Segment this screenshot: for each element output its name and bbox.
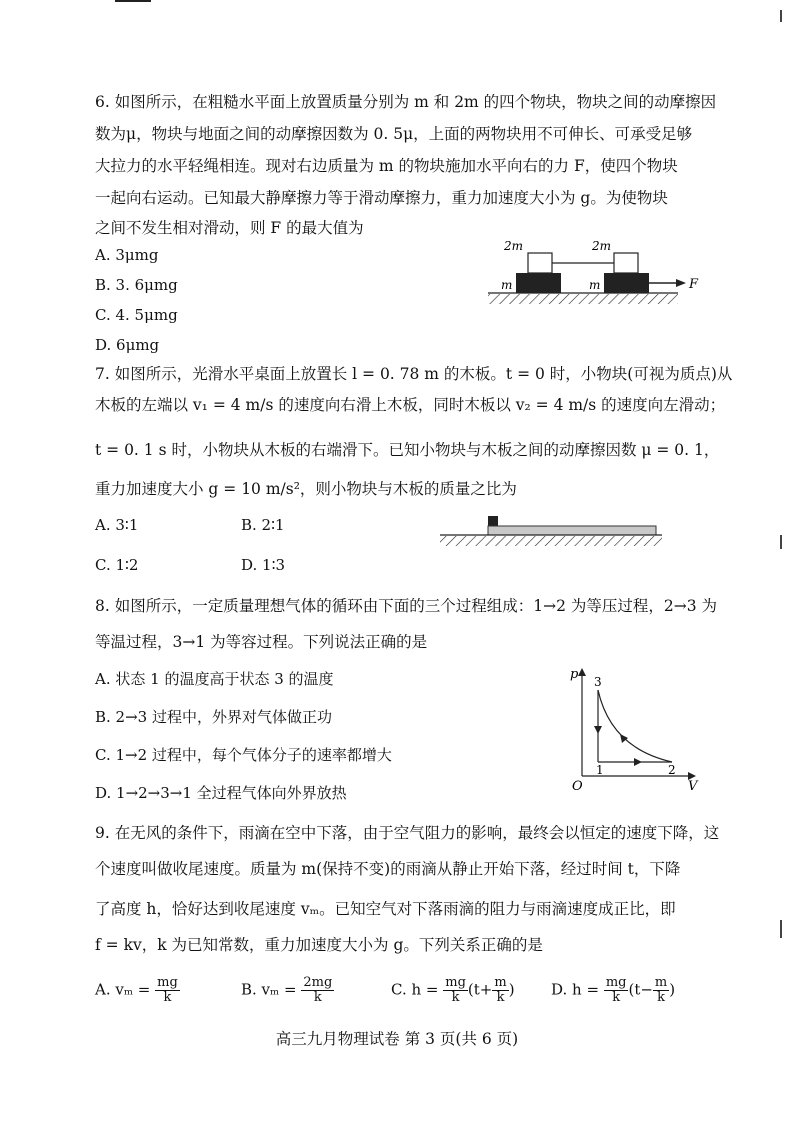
ground-hatch xyxy=(488,294,678,304)
fraction: $\frac{mg}{k}$ xyxy=(157,975,178,1005)
option-b: B. 2→3 过程中，外界对气体做正功 xyxy=(95,708,332,726)
option-a: A. 3∶1 xyxy=(95,516,139,534)
question-text-line: 9. 在无风的条件下，雨滴在空中下落，由于空气阻力的影响，最终会以恒定的速度下降，这 xyxy=(95,824,720,842)
question-text-line: 8. 如图所示，一定质量理想气体的循环由下面的三个过程组成：1→2 为等压过程，2→3 为 xyxy=(95,597,717,615)
question-text-line: 重力加速度大小 g = 10 m/s²，则小物块与木板的质量之比为 xyxy=(95,480,517,498)
right-margin-mark xyxy=(780,920,782,938)
question-text-line: 个速度叫做收尾速度。质量为 m(保持不变)的雨滴从静止开始下落，经过时间 t，下降 xyxy=(95,860,681,878)
question-text-line: f = kv，k 为已知常数，重力加速度大小为 g。下列关系正确的是 xyxy=(95,936,543,954)
top-margin-mark xyxy=(115,0,151,2)
option-b: B. 3. 6μmg xyxy=(95,276,178,294)
right-margin-mark xyxy=(780,535,782,549)
pv-diagram xyxy=(562,664,702,794)
arrow-1-2 xyxy=(634,758,642,766)
label-state-3: 3 xyxy=(594,675,602,689)
small-block xyxy=(488,516,498,526)
option-a: A. vₘ = $\frac{mg}{k}$ xyxy=(95,975,178,1005)
option-c: C. 1→2 过程中，每个气体分子的速率都增大 xyxy=(95,746,392,764)
label-force: F xyxy=(689,277,699,292)
fraction: $\frac{mg}{k}$ xyxy=(605,975,627,1005)
label-o: O xyxy=(572,779,583,794)
board-figure xyxy=(440,512,664,548)
upper-block-right xyxy=(614,253,638,273)
option-d: D. 1→2→3→1 全过程气体向外界放热 xyxy=(95,784,347,802)
wood-board xyxy=(488,526,656,535)
fraction: $\frac{mg}{k}$ xyxy=(445,975,466,1005)
question-text-line: 6. 如图所示，在粗糙水平面上放置质量分别为 m 和 2m 的四个物块，物块之间的动摩擦因 xyxy=(95,93,717,111)
right-margin-mark xyxy=(780,10,782,22)
question-text-line: 数为μ，物块与地面之间的动摩擦因数为 0. 5μ，上面的两物块用不可伸长、可承受足够 xyxy=(95,125,693,143)
question-text-line: 大拉力的水平轻绳相连。现对右边质量为 m 的物块施加水平向右的力 F，使四个物块 xyxy=(95,157,678,175)
label-v: V xyxy=(688,779,698,794)
question-text-line: t = 0. 1 s 时，小物块从木板的右端滑下。已知小物块与木板之间的动摩擦因数 μ = 0. 1， xyxy=(95,441,720,459)
question-text-line: 一起向右运动。已知最大静摩擦力等于滑动摩擦力，重力加速度大小为 g。为使物块 xyxy=(95,189,668,207)
fraction: $\frac{m}{k}$ xyxy=(494,975,507,1005)
option-d: D. 1∶3 xyxy=(241,556,286,574)
option-b: B. vₘ = $\frac{2mg}{k}$ xyxy=(241,975,333,1005)
option-b: B. 2∶1 xyxy=(241,516,285,534)
option-a: A. 3μmg xyxy=(95,246,159,264)
label-bottom-right: m xyxy=(589,278,601,292)
question-text-line: 了高度 h，恰好达到收尾速度 vₘ。已知空气对下落雨滴的阻力与雨滴速度成正比，即 xyxy=(95,900,676,918)
process-2-3 xyxy=(598,690,672,762)
question-text-line: 之间不发生相对滑动，则 F 的最大值为 xyxy=(95,219,364,237)
question-text-line: 等温过程，3→1 为等容过程。下列说法正确的是 xyxy=(95,633,428,651)
fraction: $\frac{2mg}{k}$ xyxy=(303,975,333,1005)
option-c: C. 1∶2 xyxy=(95,556,139,574)
arrow-3-1 xyxy=(594,726,602,734)
option-a: A. 状态 1 的温度高于状态 3 的温度 xyxy=(95,670,334,688)
option-c: C. h = $\frac{mg}{k}$ (t+ $\frac{m}{k}$ ) xyxy=(391,975,515,1005)
option-d: D. h = $\frac{mg}{k}$ (t− $\frac{m}{k}$ ) xyxy=(551,975,676,1005)
lower-block-left xyxy=(516,273,561,293)
page-footer: 高三九月物理试卷 第 3 页(共 6 页) xyxy=(275,1030,519,1048)
arrow-2-3 xyxy=(620,734,628,743)
label-top-left: 2m xyxy=(504,239,524,253)
label-state-1: 1 xyxy=(596,763,604,777)
lower-block-right xyxy=(604,273,649,293)
fraction: $\frac{m}{k}$ xyxy=(654,975,668,1005)
question-text-line: 7. 如图所示，光滑水平桌面上放置长 l = 0. 78 m 的木板。t = 0 时，小物块(可视为质点)从 xyxy=(95,365,733,383)
question-text-line: 木板的左端以 v₁ = 4 m/s 的速度向右滑上木板，同时木板以 v₂ = 4 m/s 的速度向左滑动； xyxy=(95,396,726,414)
table-hatch xyxy=(440,536,662,546)
p-axis-arrow xyxy=(578,668,586,676)
blocks-figure xyxy=(488,236,708,308)
label-top-right: 2m xyxy=(592,239,612,253)
label-p: p xyxy=(570,667,579,682)
label-bottom-left: m xyxy=(501,278,513,292)
upper-block-left xyxy=(528,253,552,273)
force-arrowhead xyxy=(676,279,686,287)
option-d: D. 6μmg xyxy=(95,336,160,354)
label-state-2: 2 xyxy=(668,763,676,777)
option-c: C. 4. 5μmg xyxy=(95,306,178,324)
